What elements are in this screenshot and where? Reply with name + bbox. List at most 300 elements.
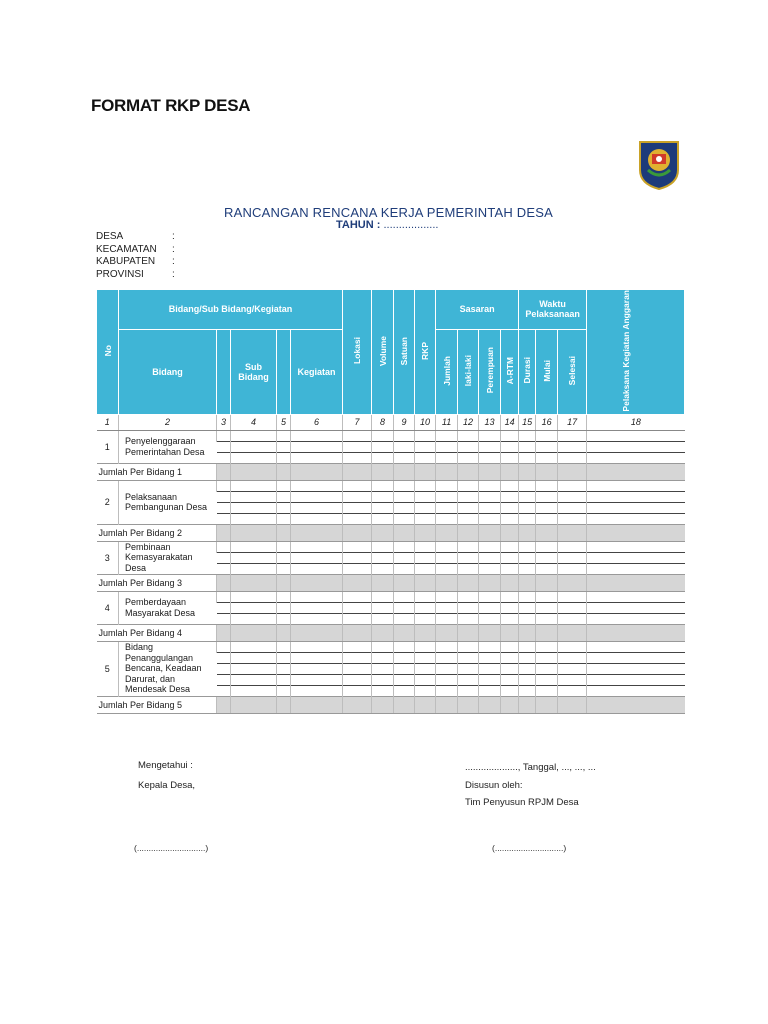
table-cell[interactable]	[501, 452, 519, 463]
table-cell[interactable]	[291, 652, 343, 663]
table-cell[interactable]	[536, 452, 558, 463]
table-cell[interactable]	[415, 602, 436, 613]
table-cell[interactable]	[536, 674, 558, 685]
table-cell[interactable]	[291, 441, 343, 452]
table-cell[interactable]	[415, 430, 436, 441]
table-cell[interactable]	[458, 502, 479, 513]
table-cell[interactable]	[277, 430, 291, 441]
table-cell[interactable]	[277, 441, 291, 452]
table-cell[interactable]	[458, 641, 479, 652]
table-cell[interactable]	[587, 674, 685, 685]
table-cell[interactable]	[394, 685, 415, 696]
table-cell[interactable]	[415, 563, 436, 574]
table-cell[interactable]	[231, 430, 277, 441]
table-cell[interactable]	[479, 591, 501, 602]
table-cell[interactable]	[479, 602, 501, 613]
table-cell[interactable]	[501, 602, 519, 613]
table-cell[interactable]	[415, 480, 436, 491]
table-cell[interactable]	[436, 552, 458, 563]
table-cell[interactable]	[501, 513, 519, 524]
table-cell[interactable]	[587, 602, 685, 613]
location-info	[96, 231, 175, 281]
table-cell[interactable]	[558, 602, 587, 613]
table-cell[interactable]	[291, 591, 343, 602]
table-cell[interactable]	[501, 430, 519, 441]
table-cell[interactable]	[394, 663, 415, 674]
table-cell[interactable]	[536, 685, 558, 696]
table-cell[interactable]	[415, 685, 436, 696]
table-cell[interactable]	[587, 491, 685, 502]
table-cell[interactable]	[372, 613, 394, 624]
table-cell[interactable]	[217, 541, 231, 552]
table-cell[interactable]	[587, 441, 685, 452]
table-cell[interactable]	[343, 430, 372, 441]
table-cell[interactable]	[479, 452, 501, 463]
table-cell[interactable]	[291, 452, 343, 463]
table-cell[interactable]	[372, 602, 394, 613]
table-cell[interactable]	[415, 541, 436, 552]
table-cell[interactable]	[372, 652, 394, 663]
table-cell[interactable]	[479, 641, 501, 652]
table-cell[interactable]	[519, 552, 536, 563]
table-cell[interactable]	[436, 674, 458, 685]
table-cell[interactable]	[415, 502, 436, 513]
table-cell[interactable]	[501, 591, 519, 602]
table-cell[interactable]	[458, 591, 479, 602]
table-cell[interactable]	[291, 674, 343, 685]
table-cell[interactable]	[277, 641, 291, 652]
table-cell[interactable]	[277, 652, 291, 663]
table-cell[interactable]	[501, 491, 519, 502]
table-cell[interactable]	[587, 480, 685, 491]
table-cell[interactable]	[479, 674, 501, 685]
table-cell[interactable]	[277, 674, 291, 685]
table-cell[interactable]	[479, 613, 501, 624]
table-cell[interactable]	[536, 602, 558, 613]
table-cell[interactable]	[558, 652, 587, 663]
table-cell[interactable]	[231, 613, 277, 624]
table-cell[interactable]	[501, 685, 519, 696]
table-cell[interactable]	[458, 441, 479, 452]
table-cell[interactable]	[436, 602, 458, 613]
table-cell[interactable]	[536, 541, 558, 552]
table-cell[interactable]	[519, 591, 536, 602]
table-cell[interactable]	[519, 452, 536, 463]
table-cell[interactable]	[479, 491, 501, 502]
table-cell[interactable]	[372, 441, 394, 452]
table-cell[interactable]	[343, 552, 372, 563]
total-cell	[436, 463, 458, 480]
table-cell[interactable]	[277, 663, 291, 674]
table-cell[interactable]	[536, 513, 558, 524]
table-cell[interactable]	[558, 641, 587, 652]
table-cell[interactable]	[372, 663, 394, 674]
table-cell[interactable]	[587, 502, 685, 513]
table-cell[interactable]	[436, 663, 458, 674]
table-cell[interactable]	[394, 480, 415, 491]
table-cell[interactable]	[343, 613, 372, 624]
table-cell[interactable]	[394, 641, 415, 652]
table-cell[interactable]	[436, 502, 458, 513]
table-cell[interactable]	[587, 552, 685, 563]
table-cell[interactable]	[394, 613, 415, 624]
table-cell[interactable]	[217, 674, 231, 685]
table-cell[interactable]	[291, 541, 343, 552]
table-cell[interactable]	[479, 552, 501, 563]
table-cell[interactable]	[277, 513, 291, 524]
table-cell[interactable]	[277, 602, 291, 613]
table-cell[interactable]	[217, 502, 231, 513]
table-cell[interactable]	[558, 685, 587, 696]
table-cell[interactable]	[415, 513, 436, 524]
table-cell[interactable]	[558, 663, 587, 674]
table-cell[interactable]	[436, 652, 458, 663]
table-cell[interactable]	[558, 552, 587, 563]
table-cell[interactable]	[458, 541, 479, 552]
table-cell[interactable]	[587, 641, 685, 652]
table-cell[interactable]	[277, 491, 291, 502]
table-cell[interactable]	[536, 613, 558, 624]
table-cell[interactable]	[436, 441, 458, 452]
table-cell[interactable]	[558, 502, 587, 513]
table-cell[interactable]	[343, 602, 372, 613]
table-cell[interactable]	[372, 541, 394, 552]
table-cell[interactable]	[343, 541, 372, 552]
table-cell[interactable]	[519, 674, 536, 685]
table-cell[interactable]	[394, 563, 415, 574]
table-cell[interactable]	[436, 430, 458, 441]
table-cell[interactable]	[343, 452, 372, 463]
table-cell[interactable]	[217, 591, 231, 602]
table-cell[interactable]	[372, 641, 394, 652]
table-cell[interactable]	[519, 502, 536, 513]
table-cell[interactable]	[343, 513, 372, 524]
row-number: 5	[97, 641, 119, 696]
table-cell[interactable]	[372, 552, 394, 563]
table-cell[interactable]	[458, 480, 479, 491]
table-cell[interactable]	[587, 452, 685, 463]
table-cell[interactable]	[519, 441, 536, 452]
table-cell[interactable]	[458, 685, 479, 696]
table-cell[interactable]	[231, 491, 277, 502]
table-cell[interactable]	[217, 441, 231, 452]
table-cell[interactable]	[415, 652, 436, 663]
table-cell[interactable]	[558, 541, 587, 552]
table-cell[interactable]	[231, 685, 277, 696]
table-cell[interactable]	[436, 541, 458, 552]
table-cell[interactable]	[458, 674, 479, 685]
table-cell[interactable]	[343, 591, 372, 602]
table-cell[interactable]	[458, 452, 479, 463]
table-cell[interactable]	[217, 613, 231, 624]
table-cell[interactable]	[536, 491, 558, 502]
table-cell[interactable]	[231, 641, 277, 652]
table-cell[interactable]	[277, 502, 291, 513]
table-cell[interactable]	[587, 563, 685, 574]
table-cell[interactable]	[536, 641, 558, 652]
table-cell[interactable]	[343, 502, 372, 513]
table-cell[interactable]	[479, 480, 501, 491]
table-cell[interactable]	[217, 663, 231, 674]
table-cell[interactable]	[394, 502, 415, 513]
table-cell[interactable]	[372, 491, 394, 502]
table-cell[interactable]	[217, 480, 231, 491]
table-cell[interactable]	[415, 591, 436, 602]
table-cell[interactable]	[372, 430, 394, 441]
table-cell[interactable]	[277, 552, 291, 563]
table-cell[interactable]	[415, 441, 436, 452]
table-cell[interactable]	[231, 674, 277, 685]
table-cell[interactable]	[231, 480, 277, 491]
table-cell[interactable]	[458, 602, 479, 613]
table-cell[interactable]	[394, 552, 415, 563]
table-cell[interactable]	[343, 652, 372, 663]
table-cell[interactable]	[343, 480, 372, 491]
table-cell[interactable]	[343, 441, 372, 452]
table-cell[interactable]	[291, 663, 343, 674]
table-cell[interactable]	[291, 513, 343, 524]
table-cell[interactable]	[501, 541, 519, 552]
total-cell	[536, 574, 558, 591]
table-cell[interactable]	[587, 430, 685, 441]
table-cell[interactable]	[519, 613, 536, 624]
table-cell[interactable]	[587, 685, 685, 696]
table-cell[interactable]	[394, 513, 415, 524]
table-cell[interactable]	[558, 441, 587, 452]
table-cell[interactable]	[415, 613, 436, 624]
table-cell[interactable]	[436, 452, 458, 463]
table-cell[interactable]	[436, 563, 458, 574]
table-cell[interactable]	[394, 652, 415, 663]
table-cell[interactable]	[343, 563, 372, 574]
table-cell[interactable]	[277, 613, 291, 624]
table-cell[interactable]	[479, 563, 501, 574]
table-cell[interactable]	[394, 602, 415, 613]
table-cell[interactable]	[394, 541, 415, 552]
table-cell[interactable]	[458, 613, 479, 624]
table-cell[interactable]	[231, 441, 277, 452]
table-cell[interactable]	[501, 552, 519, 563]
table-cell[interactable]	[394, 452, 415, 463]
table-cell[interactable]	[501, 613, 519, 624]
table-cell[interactable]	[217, 552, 231, 563]
table-cell[interactable]	[519, 652, 536, 663]
table-cell[interactable]	[372, 513, 394, 524]
table-cell[interactable]	[217, 430, 231, 441]
table-cell[interactable]	[587, 652, 685, 663]
total-cell	[436, 574, 458, 591]
table-cell[interactable]	[501, 641, 519, 652]
table-cell[interactable]	[479, 441, 501, 452]
table-cell[interactable]	[291, 491, 343, 502]
table-cell[interactable]	[558, 591, 587, 602]
table-cell[interactable]	[479, 541, 501, 552]
table-cell[interactable]	[519, 663, 536, 674]
table-cell[interactable]	[501, 674, 519, 685]
total-cell	[217, 524, 231, 541]
table-cell[interactable]	[394, 441, 415, 452]
table-cell[interactable]	[558, 674, 587, 685]
table-cell[interactable]	[458, 563, 479, 574]
table-cell[interactable]	[536, 552, 558, 563]
table-cell[interactable]	[217, 513, 231, 524]
table-cell[interactable]	[536, 441, 558, 452]
table-cell[interactable]	[343, 491, 372, 502]
table-cell[interactable]	[536, 430, 558, 441]
table-cell[interactable]	[217, 652, 231, 663]
table-cell[interactable]	[231, 541, 277, 552]
table-cell[interactable]	[436, 513, 458, 524]
table-cell[interactable]	[519, 641, 536, 652]
table-cell[interactable]	[394, 591, 415, 602]
table-cell[interactable]	[479, 502, 501, 513]
table-cell[interactable]	[558, 480, 587, 491]
table-cell[interactable]	[231, 452, 277, 463]
table-cell[interactable]	[536, 480, 558, 491]
table-cell[interactable]	[231, 502, 277, 513]
table-cell[interactable]	[501, 652, 519, 663]
table-cell[interactable]	[536, 591, 558, 602]
table-cell[interactable]	[436, 491, 458, 502]
table-cell[interactable]	[587, 613, 685, 624]
table-cell[interactable]	[519, 541, 536, 552]
table-cell[interactable]	[501, 502, 519, 513]
table-cell[interactable]	[231, 513, 277, 524]
table-cell[interactable]	[436, 641, 458, 652]
table-cell[interactable]	[415, 674, 436, 685]
table-cell[interactable]	[343, 641, 372, 652]
table-cell[interactable]	[372, 480, 394, 491]
table-cell[interactable]	[415, 552, 436, 563]
table-cell[interactable]	[519, 480, 536, 491]
table-cell[interactable]	[217, 602, 231, 613]
table-cell[interactable]	[343, 685, 372, 696]
table-cell[interactable]	[372, 591, 394, 602]
table-cell[interactable]	[536, 563, 558, 574]
table-cell[interactable]	[436, 591, 458, 602]
table-cell[interactable]	[291, 480, 343, 491]
table-cell[interactable]	[587, 663, 685, 674]
table-cell[interactable]	[231, 652, 277, 663]
table-cell[interactable]	[558, 563, 587, 574]
row-number: 2	[97, 480, 119, 524]
table-cell[interactable]	[372, 452, 394, 463]
table-cell[interactable]	[558, 452, 587, 463]
table-cell[interactable]	[291, 602, 343, 613]
table-cell[interactable]	[231, 591, 277, 602]
table-cell[interactable]	[587, 541, 685, 552]
table-cell[interactable]	[291, 502, 343, 513]
table-cell[interactable]	[558, 491, 587, 502]
total-label: Jumlah Per Bidang 1	[97, 463, 217, 480]
table-cell[interactable]	[458, 663, 479, 674]
table-cell[interactable]	[519, 430, 536, 441]
table-cell[interactable]	[372, 563, 394, 574]
table-cell[interactable]	[501, 480, 519, 491]
table-cell[interactable]	[277, 685, 291, 696]
table-cell[interactable]	[217, 685, 231, 696]
table-cell[interactable]	[277, 480, 291, 491]
table-cell[interactable]	[479, 663, 501, 674]
table-cell[interactable]	[458, 491, 479, 502]
table-cell[interactable]	[558, 613, 587, 624]
table-cell[interactable]	[291, 563, 343, 574]
table-cell[interactable]	[536, 652, 558, 663]
table-cell[interactable]	[415, 663, 436, 674]
table-cell[interactable]	[291, 685, 343, 696]
table-cell[interactable]	[231, 602, 277, 613]
table-cell[interactable]	[479, 513, 501, 524]
table-cell[interactable]	[501, 441, 519, 452]
table-cell[interactable]	[558, 430, 587, 441]
table-cell[interactable]	[277, 591, 291, 602]
table-cell[interactable]	[372, 685, 394, 696]
table-cell[interactable]	[343, 674, 372, 685]
table-cell[interactable]	[394, 491, 415, 502]
table-cell[interactable]	[458, 552, 479, 563]
table-cell[interactable]	[501, 663, 519, 674]
table-cell[interactable]	[291, 552, 343, 563]
table-cell[interactable]	[291, 430, 343, 441]
table-cell[interactable]	[519, 685, 536, 696]
table-cell[interactable]	[394, 430, 415, 441]
table-cell[interactable]	[217, 491, 231, 502]
table-cell[interactable]	[479, 430, 501, 441]
total-cell	[277, 463, 291, 480]
table-cell[interactable]	[536, 663, 558, 674]
table-cell[interactable]	[436, 685, 458, 696]
table-cell[interactable]	[458, 430, 479, 441]
table-cell[interactable]	[415, 641, 436, 652]
table-cell[interactable]	[436, 480, 458, 491]
table-cell[interactable]	[587, 591, 685, 602]
table-cell[interactable]	[277, 541, 291, 552]
table-cell[interactable]	[231, 552, 277, 563]
table-cell[interactable]	[519, 602, 536, 613]
table-cell[interactable]	[217, 641, 231, 652]
total-cell	[394, 574, 415, 591]
table-cell[interactable]	[217, 563, 231, 574]
table-cell[interactable]	[231, 563, 277, 574]
table-cell[interactable]	[558, 513, 587, 524]
table-cell[interactable]	[291, 641, 343, 652]
table-cell[interactable]	[217, 452, 231, 463]
table-cell[interactable]	[415, 452, 436, 463]
table-cell[interactable]	[458, 652, 479, 663]
total-cell	[415, 574, 436, 591]
table-cell[interactable]	[415, 491, 436, 502]
table-cell[interactable]	[519, 563, 536, 574]
table-cell[interactable]	[436, 613, 458, 624]
table-cell[interactable]	[394, 674, 415, 685]
table-cell[interactable]	[479, 652, 501, 663]
table-cell[interactable]	[291, 613, 343, 624]
table-cell[interactable]	[519, 513, 536, 524]
table-cell[interactable]	[372, 674, 394, 685]
table-cell[interactable]	[277, 452, 291, 463]
table-cell[interactable]	[479, 685, 501, 696]
table-cell[interactable]	[277, 563, 291, 574]
table-cell[interactable]	[501, 563, 519, 574]
table-cell[interactable]	[231, 663, 277, 674]
table-cell[interactable]	[587, 513, 685, 524]
table-cell[interactable]	[372, 502, 394, 513]
table-cell[interactable]	[519, 491, 536, 502]
table-cell[interactable]	[536, 502, 558, 513]
table-cell[interactable]	[343, 663, 372, 674]
col-bidang: Bidang	[119, 329, 217, 414]
table-cell[interactable]	[458, 513, 479, 524]
